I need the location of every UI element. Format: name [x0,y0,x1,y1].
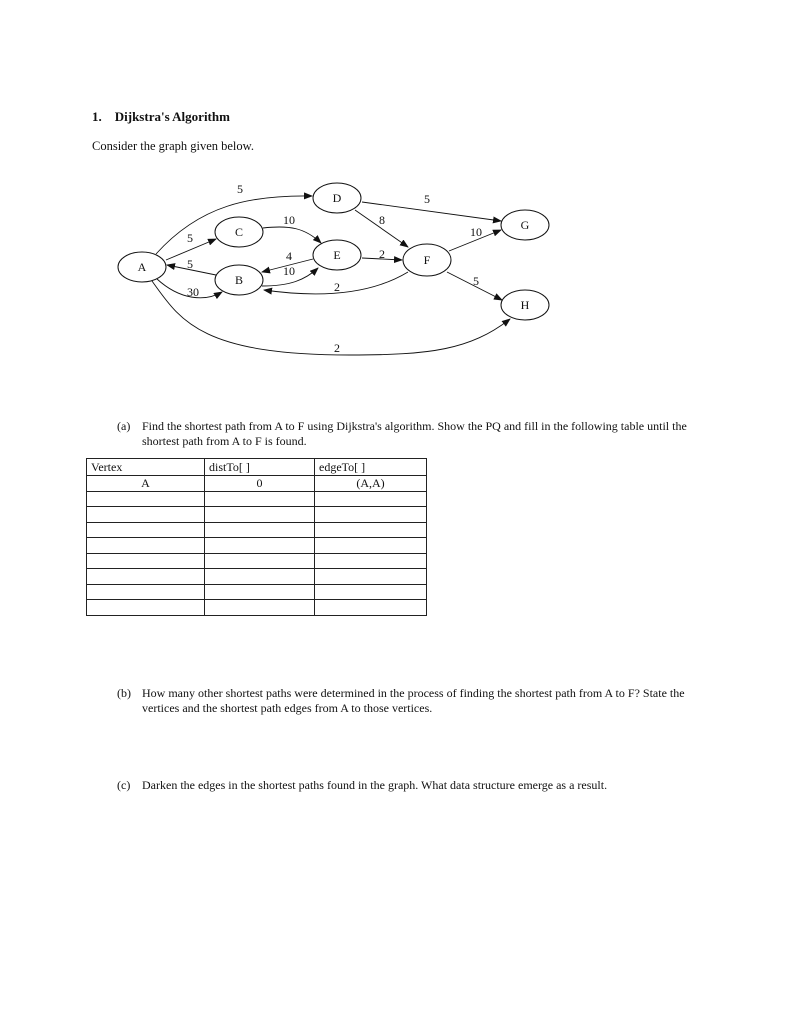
edge-weight: 8 [379,213,385,227]
section-number: 1. [92,109,102,124]
edge-weight: 2 [334,280,340,294]
question-b: (b) How many other shortest paths were determined in the process of finding the shortest path from A to F? State the vertices and the shortest path edges from A to those vertices. [117,686,685,715]
table-row: A 0 (A,A) [87,476,427,492]
table-row [87,553,427,569]
edge-weight: 10 [283,264,295,278]
table-row [87,507,427,523]
edge-weight: 4 [286,249,292,263]
edge-weight: 10 [283,213,295,227]
edge-A-H [152,281,510,355]
table-row [87,584,427,600]
edge-weight: 10 [470,225,482,239]
node-label: A [137,260,147,274]
dijkstra-table [86,458,427,616]
edge-weight: 5 [187,231,193,245]
edge-C-E [263,227,321,243]
question-c: (c) Darken the edges in the shortest paths found in the graph. What data structure emerge as a result. [117,778,608,792]
edge-weight: 5 [237,182,243,196]
node-label: B [234,273,244,287]
edge-weight: 2 [334,341,340,355]
table-row [87,569,427,585]
intro-text: Consider the graph given below. [92,139,254,153]
graph-diagram [0,0,791,400]
node-label: D [332,191,342,205]
table-row [87,600,427,616]
node-label: G [520,218,530,232]
edge-weight: 5 [187,257,193,271]
table-row [87,491,427,507]
question-a: (a) Find the shortest path from A to F using Dijkstra's algorithm. Show the PQ and fill in the following table until the shortest path from A to F is found. [117,419,687,448]
edge-weight: 5 [424,192,430,206]
section-title: Dijkstra's Algorithm [114,109,230,124]
node-label: E [333,248,341,262]
edge-weight: 2 [379,247,385,261]
edge-weight: 30 [187,285,199,299]
table-row [87,538,427,554]
node-label: C [234,225,244,239]
edge-weight: 5 [473,274,479,288]
table-header-row: Vertex distTo[ ] edgeTo[ ] [87,459,427,476]
table-row [87,522,427,538]
node-label: F [423,253,431,267]
node-label: H [520,298,530,312]
